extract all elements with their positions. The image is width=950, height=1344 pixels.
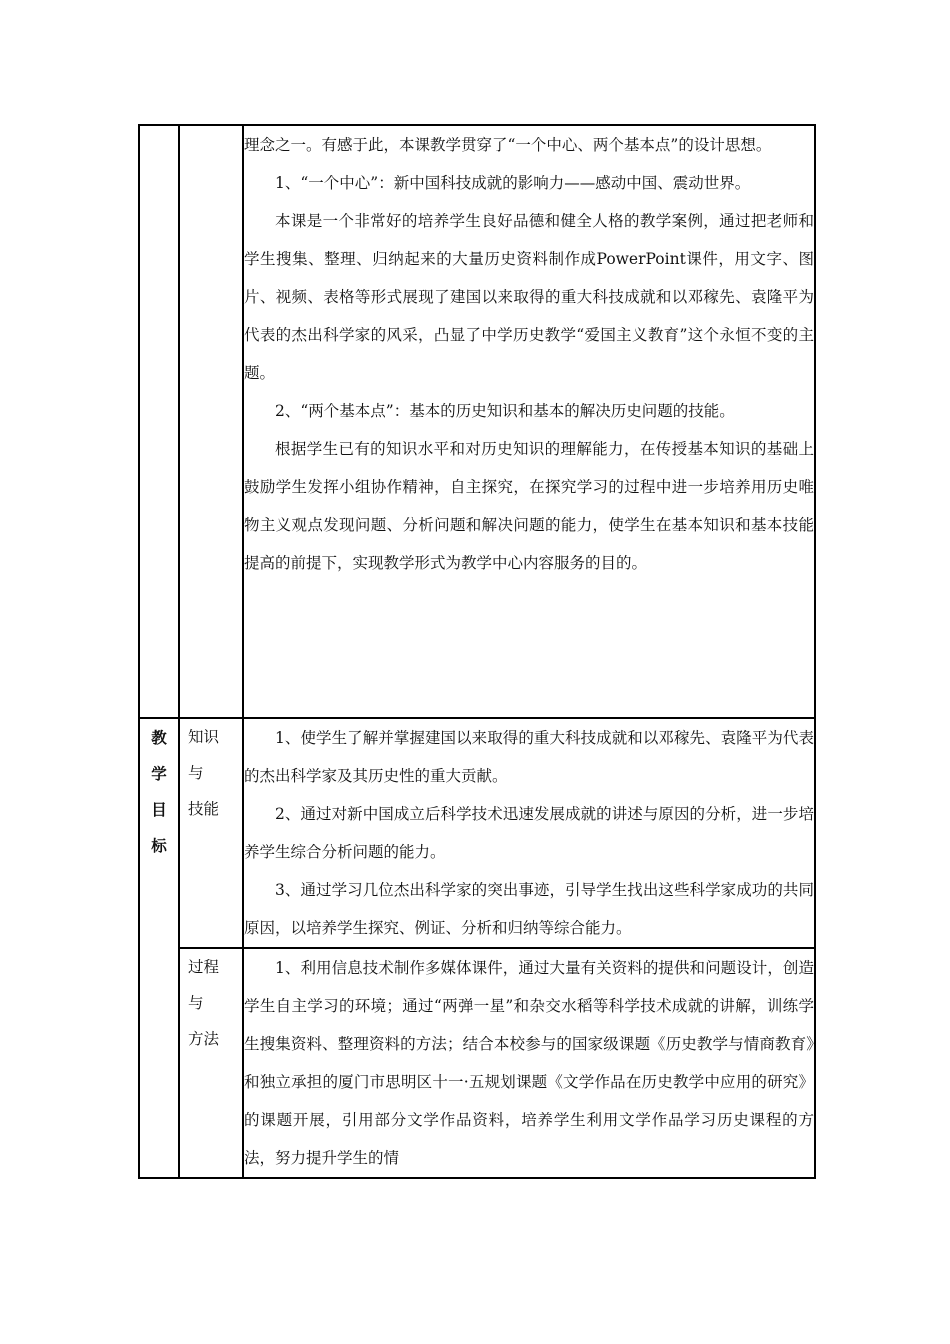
teaching-goals-label (140, 719, 178, 864)
process-methods-label (180, 949, 242, 1057)
label-line: 与 (188, 994, 204, 1012)
knowledge-skills-label (180, 719, 242, 827)
label-line: 技能 (188, 800, 220, 818)
label-line: 与 (188, 764, 204, 782)
process-content-cell (243, 948, 815, 1178)
lesson-plan-table (138, 124, 816, 1179)
intro-row (139, 125, 815, 718)
knowledge-row (139, 718, 815, 948)
knowledge-content-cell (243, 718, 815, 948)
intro-paragraph: 根据学生已有的知识水平和对历史知识的理解能力，在传授基本知识的基础上鼓励学生发挥小组协作精神，自主探究，在探究学习的过程中进一步培养用历史唯物主义观点发现问题、分析问题和解决问题的能力，使学生在基本知识和基本技能提高的前提下，实现教学形式为教学中心内容服务的目的。 (244, 440, 814, 572)
process-row (139, 948, 815, 1178)
teaching-goals-label-cell (139, 718, 179, 1178)
intro-paragraph: 2、“两个基本点”：基本的历史知识和基本的解决历史问题的技能。 (275, 402, 735, 420)
label-char: 教 (151, 729, 167, 747)
goal-paragraph: 1、利用信息技术制作多媒体课件，通过大量有关资料的提供和问题设计，创造学生自主学习的环境；通过“两弹一星”和杂交水稻等科学技术成就的讲解，训练学生搜集资料、整理资料的方法；结合本校参与的国家级课题《历史教学与情商教育》和独立承担的厦门市思明区十一·五规划课题《文学作品在历史教学中应用的研究》的课题开展，引用部分文学作品资料，培养学生利用文学作品学习历史课程的方法，努力提升学生的情 (244, 959, 814, 1167)
label-line: 知识 (188, 728, 220, 746)
intro-paragraph: 理念之一。有感于此，本课教学贯穿了“一个中心、两个基本点”的设计思想。 (244, 136, 772, 154)
label-char: 目 (151, 801, 167, 819)
process-label-cell (179, 948, 243, 1178)
goal-paragraph: 2、通过对新中国成立后科学技术迅速发展成就的讲述与原因的分析，进一步培养学生综合分析问题的能力。 (244, 805, 814, 861)
goal-paragraph: 1、使学生了解并掌握建国以来取得的重大科技成就和以邓稼先、袁隆平为代表的杰出科学家及其历史性的重大贡献。 (244, 729, 814, 785)
label-line: 过程 (188, 958, 220, 976)
intro-content-cell (243, 125, 815, 718)
intro-label-cell (139, 125, 179, 718)
goal-paragraph: 3、通过学习几位杰出科学家的突出事迹，引导学生找出这些科学家成功的共同原因，以培养学生探究、例证、分析和归纳等综合能力。 (244, 881, 814, 937)
label-char: 标 (151, 837, 167, 855)
intro-sublabel-cell (179, 125, 243, 718)
intro-paragraph: 本课是一个非常好的培养学生良好品德和健全人格的教学案例，通过把老师和学生搜集、整理、归纳起来的大量历史资料制作成PowerPoint课件，用文字、图片、视频、表格等形式展现了建国以来取得的重大科技成就和以邓稼先、袁隆平为代表的杰出科学家的风采，凸显了中学历史教学“爱国主义教育”这个永恒不变的主题。 (244, 212, 814, 382)
knowledge-label-cell (179, 718, 243, 948)
intro-paragraph: 1、“一个中心”：新中国科技成就的影响力——感动中国、震动世界。 (275, 174, 751, 192)
label-char: 学 (151, 765, 167, 783)
label-line: 方法 (188, 1030, 220, 1048)
